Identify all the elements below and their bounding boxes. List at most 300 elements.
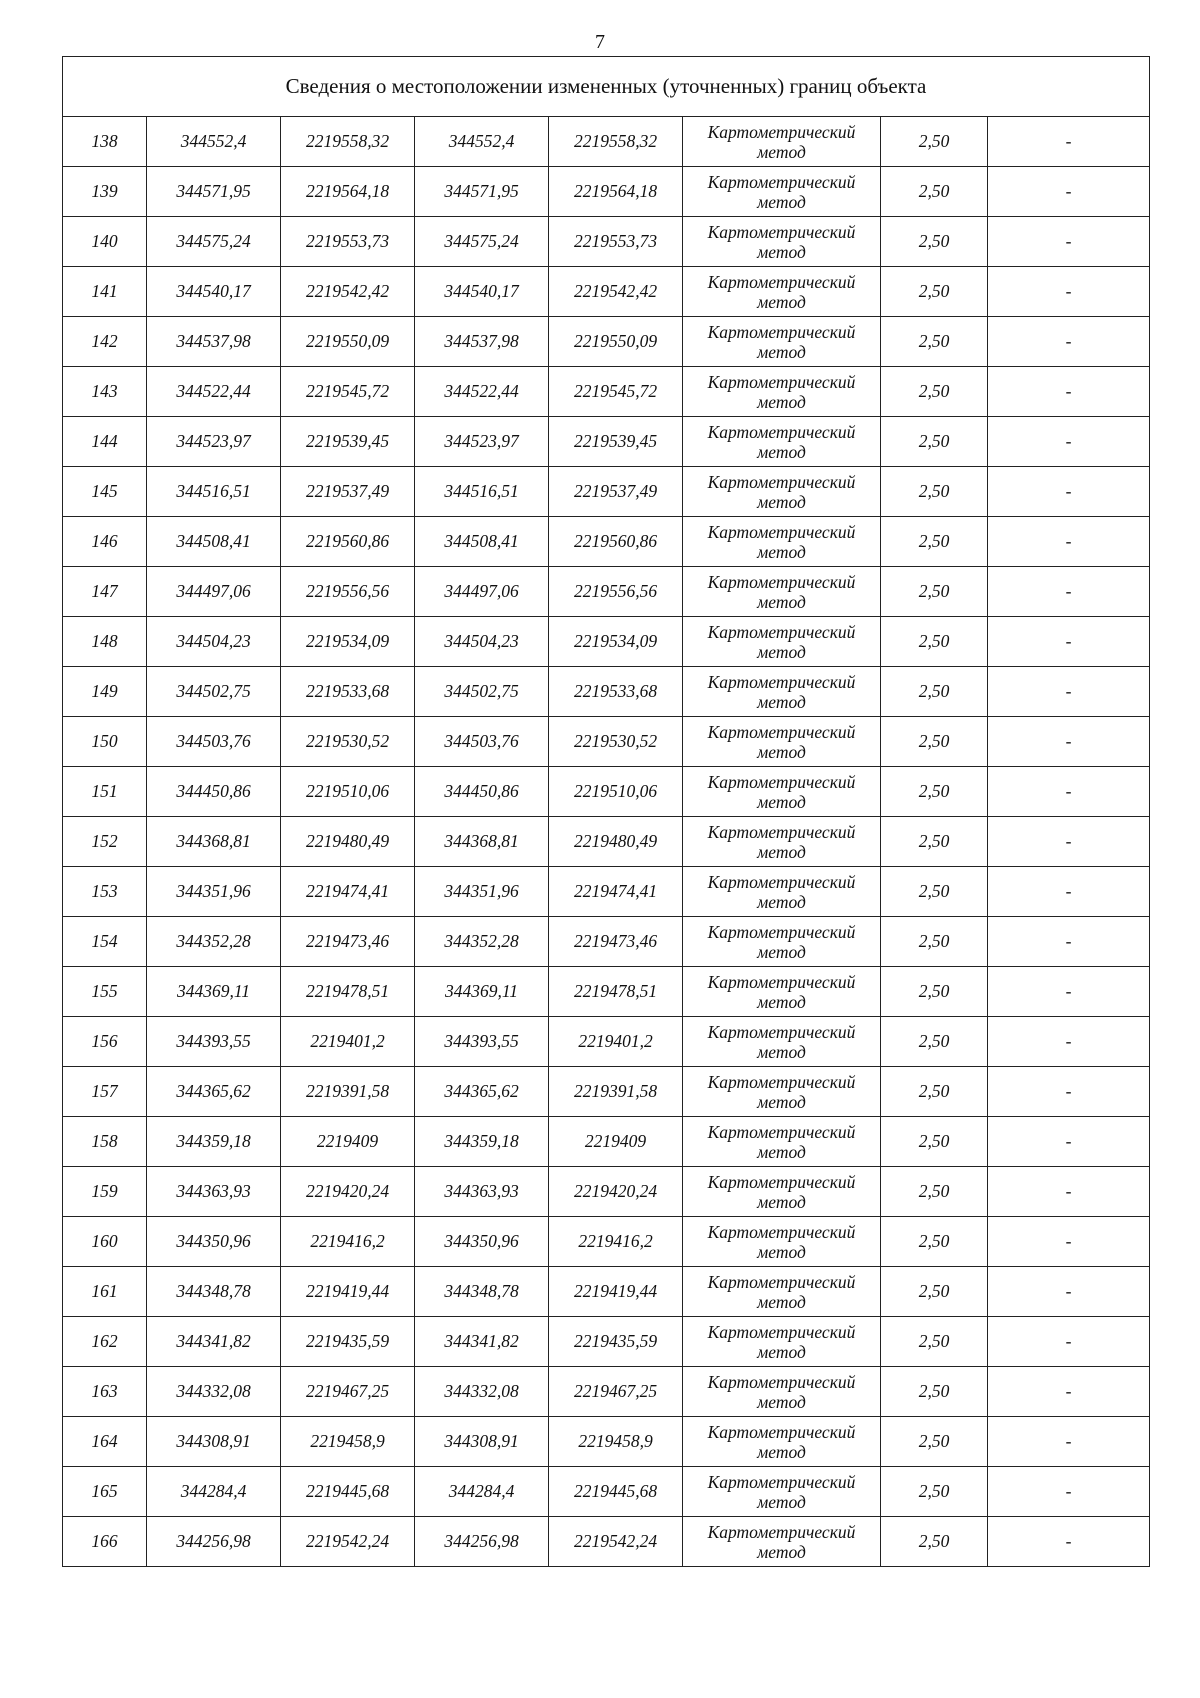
method-cell xyxy=(683,917,881,967)
y-new-cell: 2219420,24 xyxy=(549,1167,683,1217)
table-row xyxy=(63,567,1150,617)
y-existing-cell: 2219445,68 xyxy=(281,1467,415,1517)
accuracy-cell: 2,50 xyxy=(881,267,988,317)
method-line-2: метод xyxy=(757,941,806,962)
x-existing-cell: 344575,24 xyxy=(147,217,281,267)
method-line-1: Картометрический xyxy=(707,221,856,242)
method-line-2: метод xyxy=(757,891,806,912)
method-line-1: Картометрический xyxy=(707,1171,856,1192)
description-cell: - xyxy=(988,1267,1150,1317)
x-new-cell: 344552,4 xyxy=(415,117,549,167)
method-line-1: Картометрический xyxy=(707,621,856,642)
x-existing-cell: 344537,98 xyxy=(147,317,281,367)
table-row xyxy=(63,117,1150,167)
description-cell: - xyxy=(988,1017,1150,1067)
y-existing-cell: 2219530,52 xyxy=(281,717,415,767)
method-line-1: Картометрический xyxy=(707,1471,856,1492)
table-row xyxy=(63,467,1150,517)
method-line-2: метод xyxy=(757,291,806,312)
method-line-2: метод xyxy=(757,1241,806,1262)
y-existing-cell: 2219416,2 xyxy=(281,1217,415,1267)
x-new-cell: 344503,76 xyxy=(415,717,549,767)
y-existing-cell: 2219480,49 xyxy=(281,817,415,867)
description-cell: - xyxy=(988,567,1150,617)
method-cell xyxy=(683,667,881,717)
y-existing-cell: 2219558,32 xyxy=(281,117,415,167)
y-new-cell: 2219545,72 xyxy=(549,367,683,417)
table-row xyxy=(63,167,1150,217)
accuracy-cell: 2,50 xyxy=(881,917,988,967)
point-number-cell: 165 xyxy=(63,1467,147,1517)
x-new-cell: 344352,28 xyxy=(415,917,549,967)
y-existing-cell: 2219556,56 xyxy=(281,567,415,617)
method-line-1: Картометрический xyxy=(707,521,856,542)
method-cell xyxy=(683,1417,881,1467)
point-number-cell: 144 xyxy=(63,417,147,467)
boundary-coordinates-table xyxy=(62,56,1150,1567)
point-number-cell: 163 xyxy=(63,1367,147,1417)
method-line-2: метод xyxy=(757,641,806,662)
description-cell: - xyxy=(988,617,1150,667)
description-cell: - xyxy=(988,917,1150,967)
method-line-2: метод xyxy=(757,241,806,262)
method-line-2: метод xyxy=(757,441,806,462)
y-new-cell: 2219458,9 xyxy=(549,1417,683,1467)
table-row xyxy=(63,1317,1150,1367)
table-row xyxy=(63,1267,1150,1317)
x-new-cell: 344284,4 xyxy=(415,1467,549,1517)
method-line-1: Картометрический xyxy=(707,1021,856,1042)
description-cell: - xyxy=(988,1117,1150,1167)
y-new-cell: 2219553,73 xyxy=(549,217,683,267)
description-cell: - xyxy=(988,817,1150,867)
x-existing-cell: 344359,18 xyxy=(147,1117,281,1167)
table-row xyxy=(63,1367,1150,1417)
point-number-cell: 155 xyxy=(63,967,147,1017)
page-number: 7 xyxy=(595,31,605,53)
accuracy-cell: 2,50 xyxy=(881,867,988,917)
y-existing-cell: 2219510,06 xyxy=(281,767,415,817)
x-existing-cell: 344502,75 xyxy=(147,667,281,717)
method-cell xyxy=(683,1167,881,1217)
x-new-cell: 344341,82 xyxy=(415,1317,549,1367)
description-cell: - xyxy=(988,1467,1150,1517)
description-cell: - xyxy=(988,467,1150,517)
table-row xyxy=(63,367,1150,417)
x-new-cell: 344537,98 xyxy=(415,317,549,367)
point-number-cell: 153 xyxy=(63,867,147,917)
method-cell xyxy=(683,817,881,867)
x-new-cell: 344502,75 xyxy=(415,667,549,717)
x-new-cell: 344504,23 xyxy=(415,617,549,667)
y-new-cell: 2219530,52 xyxy=(549,717,683,767)
method-line-2: метод xyxy=(757,1441,806,1462)
x-existing-cell: 344368,81 xyxy=(147,817,281,867)
y-new-cell: 2219409 xyxy=(549,1117,683,1167)
y-existing-cell: 2219473,46 xyxy=(281,917,415,967)
method-line-2: метод xyxy=(757,391,806,412)
table-row xyxy=(63,267,1150,317)
method-cell xyxy=(683,317,881,367)
table-row xyxy=(63,967,1150,1017)
method-line-2: метод xyxy=(757,541,806,562)
point-number-cell: 157 xyxy=(63,1067,147,1117)
point-number-cell: 139 xyxy=(63,167,147,217)
table-row xyxy=(63,867,1150,917)
point-number-cell: 142 xyxy=(63,317,147,367)
accuracy-cell: 2,50 xyxy=(881,117,988,167)
method-line-2: метод xyxy=(757,491,806,512)
x-new-cell: 344359,18 xyxy=(415,1117,549,1167)
method-line-2: метод xyxy=(757,141,806,162)
method-line-2: метод xyxy=(757,1341,806,1362)
x-existing-cell: 344308,91 xyxy=(147,1417,281,1467)
x-existing-cell: 344351,96 xyxy=(147,867,281,917)
method-cell xyxy=(683,1217,881,1267)
method-line-2: метод xyxy=(757,191,806,212)
method-line-1: Картометрический xyxy=(707,1221,856,1242)
point-number-cell: 138 xyxy=(63,117,147,167)
point-number-cell: 149 xyxy=(63,667,147,717)
y-new-cell: 2219480,49 xyxy=(549,817,683,867)
y-existing-cell: 2219534,09 xyxy=(281,617,415,667)
method-cell xyxy=(683,417,881,467)
method-cell xyxy=(683,517,881,567)
point-number-cell: 159 xyxy=(63,1167,147,1217)
accuracy-cell: 2,50 xyxy=(881,317,988,367)
method-line-2: метод xyxy=(757,1391,806,1412)
method-line-1: Картометрический xyxy=(707,1271,856,1292)
point-number-cell: 161 xyxy=(63,1267,147,1317)
method-cell xyxy=(683,717,881,767)
x-new-cell: 344523,97 xyxy=(415,417,549,467)
table-row xyxy=(63,1117,1150,1167)
point-number-cell: 145 xyxy=(63,467,147,517)
method-line-1: Картометрический xyxy=(707,1521,856,1542)
y-new-cell: 2219478,51 xyxy=(549,967,683,1017)
accuracy-cell: 2,50 xyxy=(881,467,988,517)
table-row xyxy=(63,1167,1150,1217)
x-new-cell: 344508,41 xyxy=(415,517,549,567)
method-line-2: метод xyxy=(757,1191,806,1212)
y-new-cell: 2219401,2 xyxy=(549,1017,683,1067)
table-row xyxy=(63,917,1150,967)
x-new-cell: 344522,44 xyxy=(415,367,549,417)
x-existing-cell: 344522,44 xyxy=(147,367,281,417)
x-existing-cell: 344552,4 xyxy=(147,117,281,167)
point-number-cell: 143 xyxy=(63,367,147,417)
y-new-cell: 2219556,56 xyxy=(549,567,683,617)
description-cell: - xyxy=(988,767,1150,817)
method-cell xyxy=(683,1267,881,1317)
table-row xyxy=(63,1217,1150,1267)
table-row xyxy=(63,517,1150,567)
y-existing-cell: 2219409 xyxy=(281,1117,415,1167)
x-existing-cell: 344503,76 xyxy=(147,717,281,767)
x-existing-cell: 344350,96 xyxy=(147,1217,281,1267)
method-line-1: Картометрический xyxy=(707,421,856,442)
table-row xyxy=(63,1517,1150,1567)
x-existing-cell: 344352,28 xyxy=(147,917,281,967)
accuracy-cell: 2,50 xyxy=(881,1167,988,1217)
point-number-cell: 156 xyxy=(63,1017,147,1067)
method-cell xyxy=(683,1067,881,1117)
method-line-2: метод xyxy=(757,1141,806,1162)
y-new-cell: 2219564,18 xyxy=(549,167,683,217)
y-new-cell: 2219542,24 xyxy=(549,1517,683,1567)
method-cell xyxy=(683,1017,881,1067)
table-row xyxy=(63,817,1150,867)
table-row xyxy=(63,217,1150,267)
description-cell: - xyxy=(988,417,1150,467)
y-existing-cell: 2219539,45 xyxy=(281,417,415,467)
y-new-cell: 2219510,06 xyxy=(549,767,683,817)
description-cell: - xyxy=(988,717,1150,767)
accuracy-cell: 2,50 xyxy=(881,167,988,217)
y-new-cell: 2219467,25 xyxy=(549,1367,683,1417)
method-cell xyxy=(683,117,881,167)
method-cell xyxy=(683,1317,881,1367)
x-new-cell: 344540,17 xyxy=(415,267,549,317)
accuracy-cell: 2,50 xyxy=(881,817,988,867)
x-new-cell: 344350,96 xyxy=(415,1217,549,1267)
x-existing-cell: 344369,11 xyxy=(147,967,281,1017)
x-existing-cell: 344540,17 xyxy=(147,267,281,317)
description-cell: - xyxy=(988,1517,1150,1567)
x-existing-cell: 344523,97 xyxy=(147,417,281,467)
x-new-cell: 344516,51 xyxy=(415,467,549,517)
method-cell xyxy=(683,1367,881,1417)
y-existing-cell: 2219537,49 xyxy=(281,467,415,517)
y-new-cell: 2219533,68 xyxy=(549,667,683,717)
y-new-cell: 2219537,49 xyxy=(549,467,683,517)
method-line-1: Картометрический xyxy=(707,821,856,842)
y-new-cell: 2219416,2 xyxy=(549,1217,683,1267)
method-line-1: Картометрический xyxy=(707,271,856,292)
accuracy-cell: 2,50 xyxy=(881,1417,988,1467)
point-number-cell: 154 xyxy=(63,917,147,967)
method-line-2: метод xyxy=(757,791,806,812)
description-cell: - xyxy=(988,167,1150,217)
description-cell: - xyxy=(988,267,1150,317)
y-existing-cell: 2219533,68 xyxy=(281,667,415,717)
method-cell xyxy=(683,967,881,1017)
x-new-cell: 344363,93 xyxy=(415,1167,549,1217)
table-row xyxy=(63,1417,1150,1467)
y-existing-cell: 2219391,58 xyxy=(281,1067,415,1117)
x-existing-cell: 344341,82 xyxy=(147,1317,281,1367)
method-line-1: Картометрический xyxy=(707,321,856,342)
y-existing-cell: 2219560,86 xyxy=(281,517,415,567)
x-new-cell: 344450,86 xyxy=(415,767,549,817)
method-line-1: Картометрический xyxy=(707,121,856,142)
description-cell: - xyxy=(988,1417,1150,1467)
y-new-cell: 2219435,59 xyxy=(549,1317,683,1367)
x-new-cell: 344332,08 xyxy=(415,1367,549,1417)
method-line-2: метод xyxy=(757,691,806,712)
method-line-1: Картометрический xyxy=(707,471,856,492)
y-new-cell: 2219542,42 xyxy=(549,267,683,317)
table-row xyxy=(63,1467,1150,1517)
table-row xyxy=(63,767,1150,817)
y-existing-cell: 2219550,09 xyxy=(281,317,415,367)
point-number-cell: 166 xyxy=(63,1517,147,1567)
method-line-1: Картометрический xyxy=(707,371,856,392)
description-cell: - xyxy=(988,1067,1150,1117)
method-line-1: Картометрический xyxy=(707,1421,856,1442)
accuracy-cell: 2,50 xyxy=(881,367,988,417)
method-line-2: метод xyxy=(757,741,806,762)
y-existing-cell: 2219420,24 xyxy=(281,1167,415,1217)
accuracy-cell: 2,50 xyxy=(881,567,988,617)
x-new-cell: 344575,24 xyxy=(415,217,549,267)
y-existing-cell: 2219553,73 xyxy=(281,217,415,267)
method-line-2: метод xyxy=(757,991,806,1012)
accuracy-cell: 2,50 xyxy=(881,1367,988,1417)
method-line-2: метод xyxy=(757,591,806,612)
x-new-cell: 344308,91 xyxy=(415,1417,549,1467)
method-cell xyxy=(683,867,881,917)
accuracy-cell: 2,50 xyxy=(881,1467,988,1517)
point-number-cell: 152 xyxy=(63,817,147,867)
point-number-cell: 164 xyxy=(63,1417,147,1467)
accuracy-cell: 2,50 xyxy=(881,767,988,817)
accuracy-cell: 2,50 xyxy=(881,1317,988,1367)
point-number-cell: 158 xyxy=(63,1117,147,1167)
y-new-cell: 2219550,09 xyxy=(549,317,683,367)
accuracy-cell: 2,50 xyxy=(881,517,988,567)
point-number-cell: 151 xyxy=(63,767,147,817)
x-new-cell: 344571,95 xyxy=(415,167,549,217)
accuracy-cell: 2,50 xyxy=(881,217,988,267)
method-line-1: Картометрический xyxy=(707,871,856,892)
method-cell xyxy=(683,167,881,217)
x-new-cell: 344348,78 xyxy=(415,1267,549,1317)
y-existing-cell: 2219435,59 xyxy=(281,1317,415,1367)
method-cell xyxy=(683,367,881,417)
method-cell xyxy=(683,1517,881,1567)
description-cell: - xyxy=(988,317,1150,367)
method-cell xyxy=(683,467,881,517)
y-new-cell: 2219539,45 xyxy=(549,417,683,467)
point-number-cell: 150 xyxy=(63,717,147,767)
description-cell: - xyxy=(988,1167,1150,1217)
method-line-2: метод xyxy=(757,841,806,862)
y-existing-cell: 2219478,51 xyxy=(281,967,415,1017)
y-existing-cell: 2219542,42 xyxy=(281,267,415,317)
method-line-2: метод xyxy=(757,1541,806,1562)
method-line-1: Картометрический xyxy=(707,171,856,192)
description-cell: - xyxy=(988,967,1150,1017)
method-cell xyxy=(683,617,881,667)
x-new-cell: 344365,62 xyxy=(415,1067,549,1117)
description-cell: - xyxy=(988,1317,1150,1367)
table-body xyxy=(63,57,1150,1567)
x-existing-cell: 344571,95 xyxy=(147,167,281,217)
accuracy-cell: 2,50 xyxy=(881,617,988,667)
x-existing-cell: 344393,55 xyxy=(147,1017,281,1067)
table-row xyxy=(63,617,1150,667)
x-existing-cell: 344284,4 xyxy=(147,1467,281,1517)
method-line-1: Картометрический xyxy=(707,571,856,592)
accuracy-cell: 2,50 xyxy=(881,1017,988,1067)
y-existing-cell: 2219401,2 xyxy=(281,1017,415,1067)
description-cell: - xyxy=(988,117,1150,167)
table-row xyxy=(63,417,1150,467)
x-new-cell: 344393,55 xyxy=(415,1017,549,1067)
x-new-cell: 344256,98 xyxy=(415,1517,549,1567)
point-number-cell: 148 xyxy=(63,617,147,667)
y-new-cell: 2219534,09 xyxy=(549,617,683,667)
x-new-cell: 344497,06 xyxy=(415,567,549,617)
accuracy-cell: 2,50 xyxy=(881,717,988,767)
y-existing-cell: 2219467,25 xyxy=(281,1367,415,1417)
description-cell: - xyxy=(988,517,1150,567)
point-number-cell: 141 xyxy=(63,267,147,317)
method-line-1: Картометрический xyxy=(707,771,856,792)
method-line-1: Картометрический xyxy=(707,1371,856,1392)
description-cell: - xyxy=(988,867,1150,917)
y-new-cell: 2219560,86 xyxy=(549,517,683,567)
method-line-2: метод xyxy=(757,1091,806,1112)
table-row xyxy=(63,667,1150,717)
method-line-2: метод xyxy=(757,1291,806,1312)
x-existing-cell: 344497,06 xyxy=(147,567,281,617)
accuracy-cell: 2,50 xyxy=(881,1117,988,1167)
method-line-1: Картометрический xyxy=(707,1071,856,1092)
description-cell: - xyxy=(988,367,1150,417)
y-existing-cell: 2219419,44 xyxy=(281,1267,415,1317)
x-existing-cell: 344516,51 xyxy=(147,467,281,517)
description-cell: - xyxy=(988,1217,1150,1267)
method-cell xyxy=(683,567,881,617)
table-row xyxy=(63,717,1150,767)
method-cell xyxy=(683,217,881,267)
x-existing-cell: 344365,62 xyxy=(147,1067,281,1117)
method-line-1: Картометрический xyxy=(707,1321,856,1342)
accuracy-cell: 2,50 xyxy=(881,667,988,717)
x-existing-cell: 344256,98 xyxy=(147,1517,281,1567)
method-line-1: Картометрический xyxy=(707,971,856,992)
y-new-cell: 2219419,44 xyxy=(549,1267,683,1317)
x-new-cell: 344351,96 xyxy=(415,867,549,917)
y-new-cell: 2219391,58 xyxy=(549,1067,683,1117)
y-new-cell: 2219445,68 xyxy=(549,1467,683,1517)
x-existing-cell: 344363,93 xyxy=(147,1167,281,1217)
method-cell xyxy=(683,1117,881,1167)
table-row xyxy=(63,1067,1150,1117)
x-existing-cell: 344348,78 xyxy=(147,1267,281,1317)
x-new-cell: 344369,11 xyxy=(415,967,549,1017)
point-number-cell: 140 xyxy=(63,217,147,267)
description-cell: - xyxy=(988,217,1150,267)
method-cell xyxy=(683,767,881,817)
x-new-cell: 344368,81 xyxy=(415,817,549,867)
accuracy-cell: 2,50 xyxy=(881,1217,988,1267)
point-number-cell: 162 xyxy=(63,1317,147,1367)
table-row xyxy=(63,1017,1150,1067)
y-existing-cell: 2219564,18 xyxy=(281,167,415,217)
method-line-2: метод xyxy=(757,341,806,362)
point-number-cell: 146 xyxy=(63,517,147,567)
accuracy-cell: 2,50 xyxy=(881,1067,988,1117)
method-cell xyxy=(683,267,881,317)
method-line-1: Картометрический xyxy=(707,1121,856,1142)
x-existing-cell: 344450,86 xyxy=(147,767,281,817)
x-existing-cell: 344508,41 xyxy=(147,517,281,567)
method-line-1: Картометрический xyxy=(707,671,856,692)
y-new-cell: 2219474,41 xyxy=(549,867,683,917)
